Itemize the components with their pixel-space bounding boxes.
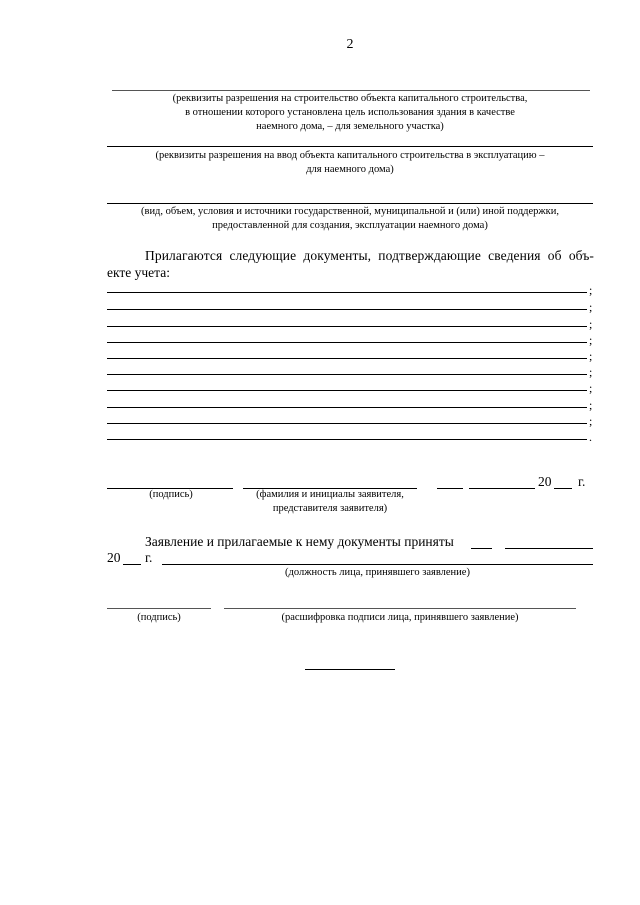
- acceptance-statement: Заявление и прилагаемые к нему документы приняты: [145, 534, 454, 549]
- acceptance-position-line[interactable]: [162, 564, 593, 565]
- attachment-line-end: ;: [589, 300, 593, 314]
- acceptance-year-prefix: 20: [107, 550, 121, 565]
- attachment-line-end: ;: [589, 398, 593, 412]
- support-caption-1: (вид, объем, условия и источники государственной, муниципальной и (или) иной поддержки,: [140, 206, 560, 217]
- support-caption-2: предоставленной для создания, эксплуатации наемного дома): [212, 220, 488, 231]
- page-number: 2: [346, 37, 354, 52]
- support-line[interactable]: [107, 203, 593, 204]
- attachment-line-end: ;: [589, 333, 593, 347]
- date-year-suffix: г.: [578, 474, 586, 489]
- attachments-intro-line-2: екте учета:: [107, 265, 170, 280]
- attachments-intro-line-1: Прилагаются следующие документы, подтверждающие сведения об объ-: [145, 248, 594, 263]
- attachment-line-end: ;: [589, 317, 593, 331]
- commissioning-permit-line[interactable]: [107, 146, 593, 147]
- attachment-line-end: .: [589, 430, 592, 444]
- acceptance-position-caption: (должность лица, принявшего заявление): [285, 567, 470, 578]
- construction-permit-caption-3: наемного дома, – для земельного участка): [256, 121, 444, 132]
- attachment-line-end: ;: [589, 349, 593, 363]
- applicant-name-caption-2: представителя заявителя): [272, 503, 388, 514]
- date-year-line[interactable]: [554, 488, 572, 489]
- receiver-signature-line[interactable]: [107, 608, 211, 609]
- acceptance-month-line[interactable]: [505, 548, 593, 549]
- date-year-prefix: 20: [538, 474, 552, 489]
- receiver-decoding-line[interactable]: [224, 608, 576, 609]
- attachment-line-end: ;: [589, 414, 593, 428]
- date-day-line[interactable]: [437, 488, 463, 489]
- date-month-line[interactable]: [469, 488, 535, 489]
- construction-permit-caption-2: в отношении которого установлена цель использования здания в качестве: [185, 107, 515, 118]
- receiver-decoding-caption: (расшифровка подписи лица, принявшего заявление): [281, 612, 519, 623]
- applicant-name-caption-1: (фамилия и инициалы заявителя,: [256, 489, 404, 500]
- attachment-line-end: ;: [589, 381, 593, 395]
- commissioning-permit-caption-1: (реквизиты разрешения на ввод объекта капитального строительства в эксплуатацию –: [155, 150, 545, 161]
- acceptance-year-suffix: г.: [145, 550, 153, 565]
- receiver-signature-caption: (подпись): [137, 612, 181, 623]
- closing-divider: [305, 669, 395, 670]
- commissioning-permit-caption-2: для наемного дома): [306, 164, 394, 175]
- attachment-line-end: ;: [589, 365, 593, 379]
- construction-permit-line[interactable]: [112, 90, 590, 91]
- applicant-signature-caption: (подпись): [149, 489, 193, 500]
- attachment-line-end: ;: [589, 283, 593, 297]
- acceptance-day-line[interactable]: [471, 548, 492, 549]
- construction-permit-caption-1: (реквизиты разрешения на строительство объекта капитального строительства,: [172, 93, 528, 104]
- acceptance-year-line[interactable]: [123, 564, 141, 565]
